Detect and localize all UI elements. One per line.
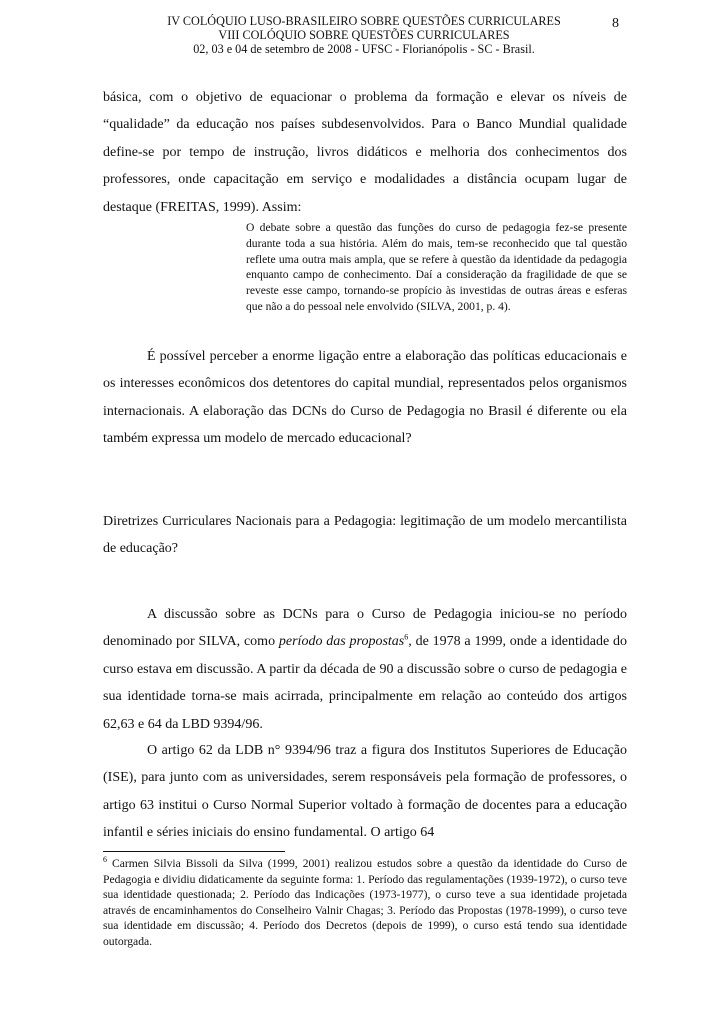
header-line-1: IV COLÓQUIO LUSO-BRASILEIRO SOBRE QUESTÕES CURRICULARES — [167, 14, 561, 28]
paragraph-intro-text: básica, com o objetivo de equacionar o problema da formação e elevar os níveis de “qualidade” da educação nos países subdesenvolvidos. Para o Banco Mundial qualidade define-se por tempo de instrução, livros didáticos e melhoria dos conhecimentos dos professores, onde capacitação em serviço e modalidades a distância ocupam lugar de destaque (FREITAS, 1999). Assim: — [103, 90, 627, 215]
paragraph-dcn-discussion — [103, 601, 627, 738]
paragraph-ldb-articles-text: O artigo 62 da LDB n° 9394/96 traz a figura dos Institutos Superiores de Educação (ISE), para junto com as universidades, serem responsáveis pela formação de professores, o artigo 63 institui o Curso Normal Superior voltado à formação de docentes para a educação infantil e séries iniciais do ensino fundamental. O artigo 64 — [103, 743, 627, 841]
paragraph-intro — [103, 84, 627, 221]
header-line-3: 02, 03 e 04 de setembro de 2008 - UFSC - Florianópolis - SC - Brasil. — [193, 42, 535, 56]
paragraph-dcn-text-start: A discussão sobre as DCNs para o Curso de Pedagogia iniciou-se no período denominado por SILVA, como — [103, 607, 627, 650]
section-heading — [103, 508, 627, 563]
section-heading-text: Diretrizes Curriculares Nacionais para a Pedagogia: legitimação de um modelo mercantilista de educação? — [103, 514, 627, 557]
running-header — [100, 14, 628, 56]
footnote-number: 6 — [103, 855, 107, 865]
paragraph-dcn-discussion-text — [103, 601, 627, 738]
paragraph-ldb-articles — [103, 737, 627, 847]
footnote-reference[interactable]: 6 — [404, 632, 409, 642]
paragraph-dcn-text-end: , de 1978 a 1999, onde a identidade do curso estava em discussão. A partir da década de 90 a discussão sobre o curso de pedagogia e sua identidade torna-se mais acirrada, principalmente em relação ao conteúdo dos artigos 62,63 e 64 da LBD 9394/96. — [103, 634, 627, 732]
paragraph-policies — [103, 343, 627, 453]
footnote — [103, 856, 627, 950]
header-line-2: VIII COLÓQUIO SOBRE QUESTÕES CURRICULARES — [218, 28, 510, 42]
page-number: 8 — [612, 16, 619, 31]
footnote-divider — [103, 851, 285, 852]
block-quote: O debate sobre a questão das funções do curso de pedagogia fez-se presente durante toda a sua história. Além do mais, tem-se reconhecido que tal questão reflete uma outra mais ampla, que se refere à questão da identidade da pedagogia enquanto campo de conhecimento. Daí a consideração da fragilidade de que se reveste esse campo, tornando-se propício às investidas de outras áreas e esferas que não a do pessoal nele envolvido (SILVA, 2001, p. 4). — [246, 221, 627, 313]
paragraph-policies-text: É possível perceber a enorme ligação entre a elaboração das políticas educacionais e os interesses econômicos dos detentores do capital mundial, representados pelos organismos internacionais. A elaboração das DCNs do Curso de Pedagogia no Brasil é diferente ou ela também expressa um modelo de mercado educacional? — [103, 349, 627, 447]
footnote-text: Carmen Silvia Bissoli da Silva (1999, 2001) realizou estudos sobre a questão da identidade do Curso de Pedagogia e dividiu didaticamente da seguinte forma: 1. Período das regulamentações (1939-1972), o curso teve sua identidade questionada; 2. Período das Indicações (1973-1977), o curso teve a sua identidade projetada através de encaminhamentos do Conselheiro Valnir Chagas; 3. Período das Propostas (1978-1999), o curso teve sua identidade em discussão; 4. Período dos Decretos (depois de 1999), o curso está tendo sua identidade outorgada. — [103, 857, 627, 948]
term-periodo-das-propostas: período das propostas — [278, 634, 405, 650]
